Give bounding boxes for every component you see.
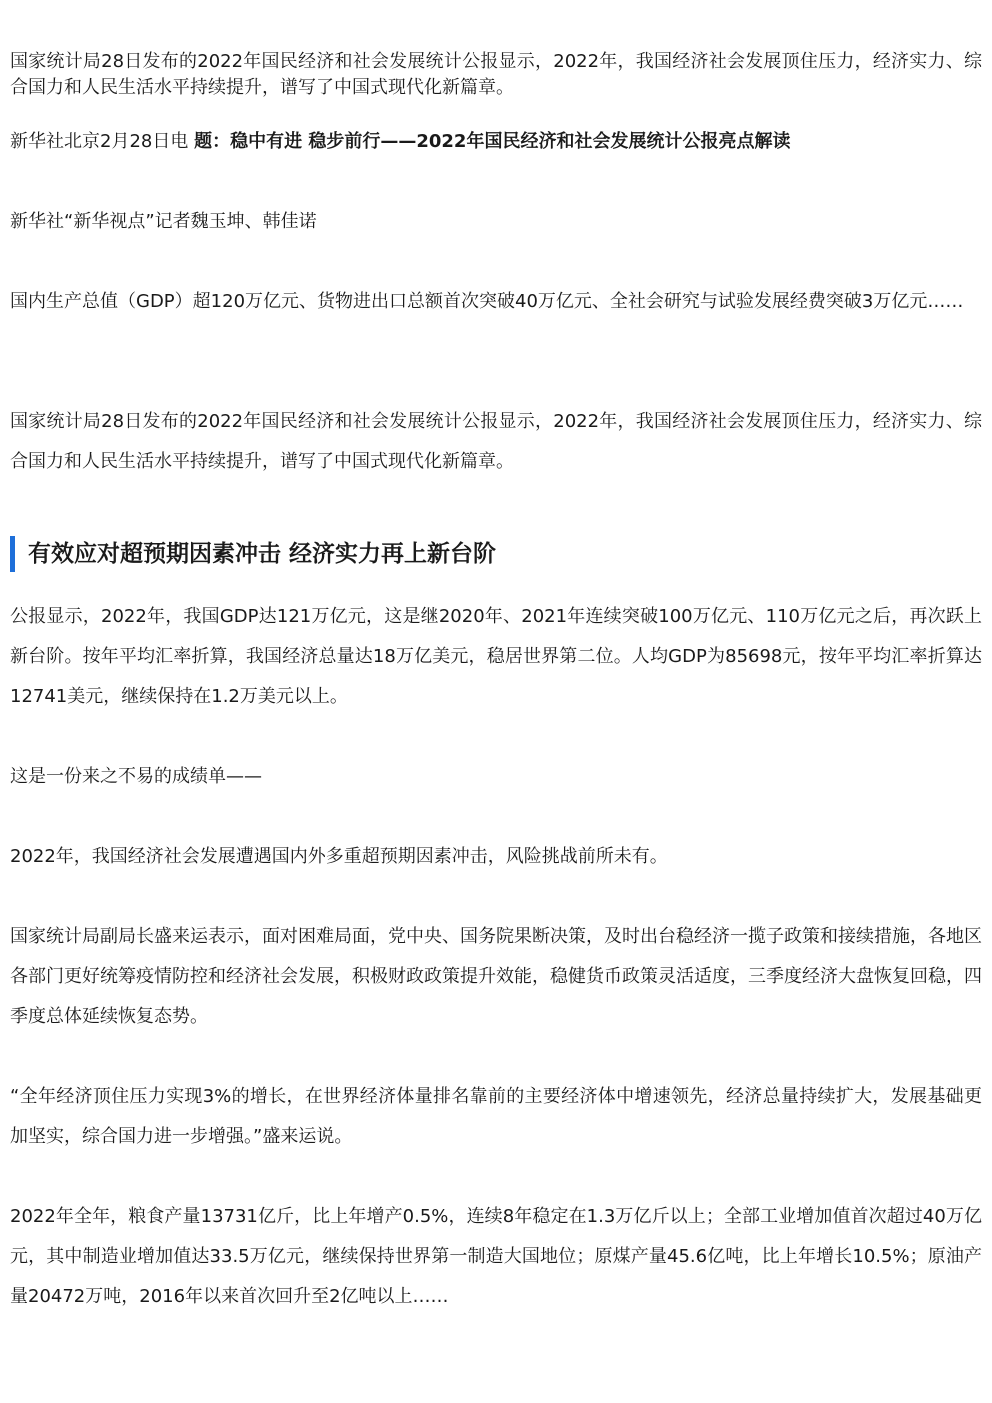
paragraph-production: 2022年全年，粮食产量13731亿斤，比上年增产0.5%，连续8年稳定在1.3万亿斤以上；全部工业增加值首次超过40万亿元，其中制造业增加值达33.5万亿元，继续保持世界第一制造大国地位；原煤产量45.6亿吨，比上年增长10.5%；原油产量20472万吨，2016年以来首次回升至2亿吨以上…… [10, 1206, 982, 1307]
paragraph-quote: “全年经济顶住压力实现3%的增长，在世界经济体量排名靠前的主要经济体中增速领先，经济总量持续扩大，发展基础更加坚实，综合国力进一步增强。”盛来运说。 [10, 1086, 982, 1147]
paragraph-policy-response: 国家统计局副局长盛来运表示，面对困难局面，党中央、国务院果断决策，及时出台稳经济一揽子政策和接续措施，各地区各部门更好统筹疫情防控和经济社会发展，积极财政政策提升效能，稳健货币政策灵活适度，三季度经济大盘恢复回稳，四季度总体延续恢复态势。 [10, 926, 982, 1027]
section-heading-text: 有效应对超预期因素冲击 经济实力再上新台阶 [28, 541, 497, 567]
paragraph-gdp-overview: 国内生产总值（GDP）超120万亿元、货物进出口总额首次突破40万亿元、全社会研究与试验发展经费突破3万亿元…… [10, 291, 964, 312]
dateline [10, 129, 982, 155]
byline: 新华社“新华视点”记者魏玉坤、韩佳诺 [10, 211, 317, 232]
article-title: 题：稳中有进 稳步前行——2022年国民经济和社会发展统计公报亮点解读 [194, 131, 791, 152]
intro-paragraph: 国家统计局28日发布的2022年国民经济和社会发展统计公报显示，2022年，我国经济社会发展顶住压力，经济实力、综合国力和人民生活水平持续提升，谱写了中国式现代化新篇章。 [10, 51, 982, 98]
dateline-source: 新华社北京2月28日电 [10, 131, 189, 152]
section-heading-bar [10, 536, 15, 572]
paragraph-challenges: 2022年，我国经济社会发展遭遇国内外多重超预期因素冲击，风险挑战前所未有。 [10, 846, 668, 867]
paragraph-statistics-bulletin: 国家统计局28日发布的2022年国民经济和社会发展统计公报显示，2022年，我国经济社会发展顶住压力，经济实力、综合国力和人民生活水平持续提升，谱写了中国式现代化新篇章。 [10, 411, 982, 472]
paragraph-report-card: 这是一份来之不易的成绩单—— [10, 766, 262, 787]
section-heading [10, 536, 982, 572]
paragraph-gdp-milestone: 公报显示，2022年，我国GDP达121万亿元，这是继2020年、2021年连续突破100万亿元、110万亿元之后，再次跃上新台阶。按年平均汇率折算，我国经济总量达18万亿美元，稳居世界第二位。人均GDP为85698元，按年平均汇率折算达12741美元，继续保持在1.2万美元以上。 [10, 606, 982, 707]
